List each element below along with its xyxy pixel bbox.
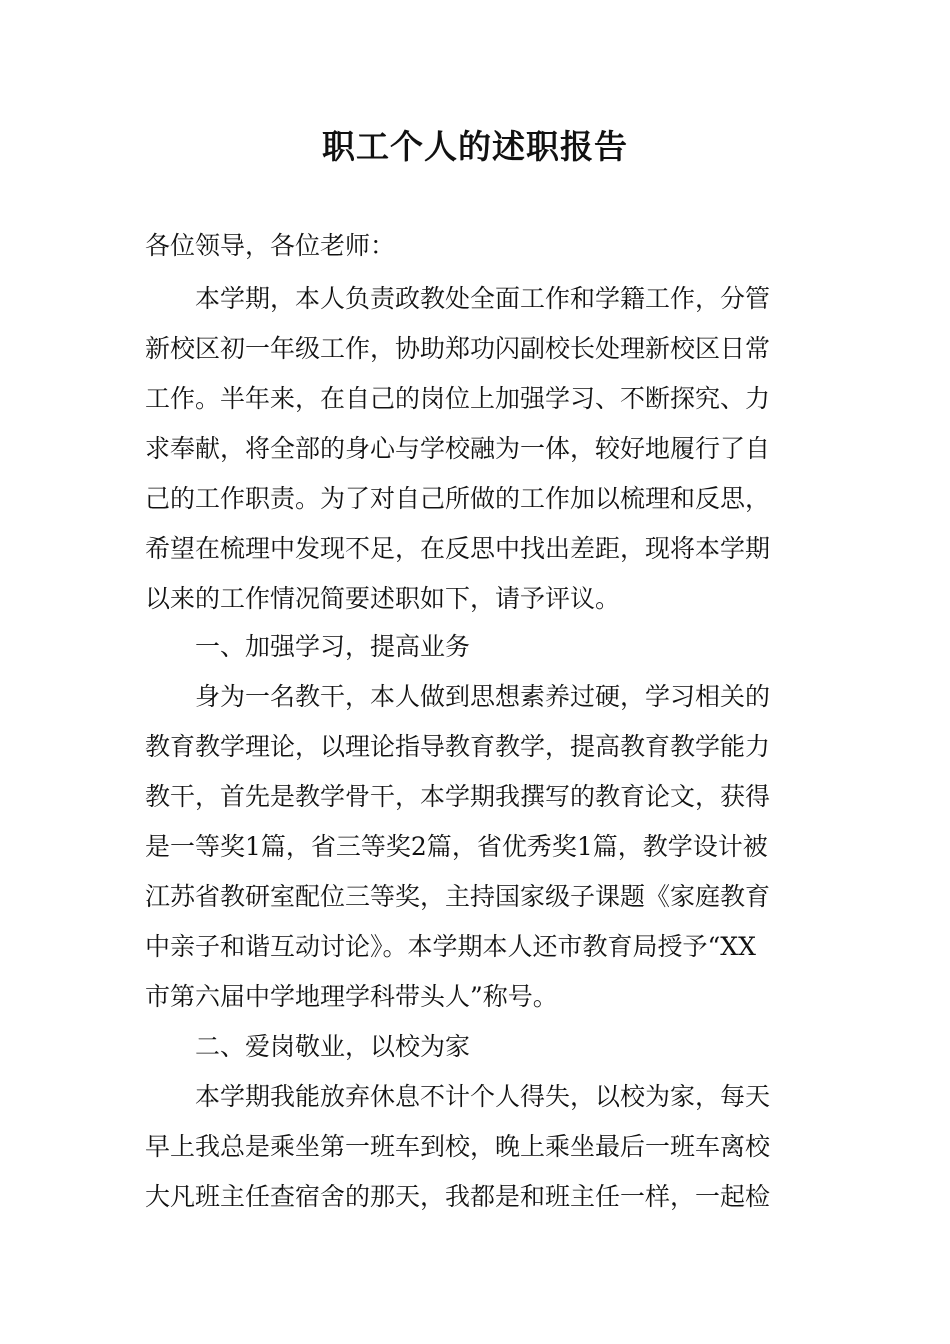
- paragraph-line: 教干，首先是教学骨干，本学期我撰写的教育论文，获得: [145, 782, 771, 811]
- paragraph-line: 教育教学理论，以理论指导教育教学，提高教育教学能力: [145, 732, 771, 761]
- paragraph-line: 求奉献，将全部的身心与学校融为一体，较好地履行了自: [145, 434, 771, 463]
- paragraph-line: 己的工作职责。为了对自己所做的工作加以梳理和反思，: [145, 484, 771, 513]
- paragraph-line: 中亲子和谐互动讨论》。本学期本人还市教育局授予“XX: [145, 932, 756, 961]
- paragraph-line: 新校区初一年级工作，协助郑功闪副校长处理新校区日常: [145, 334, 771, 363]
- paragraph-line: 市第六届中学地理学科带头人”称号。: [145, 982, 558, 1011]
- salutation: 各位领导，各位老师：: [145, 231, 396, 260]
- paragraph-line: 以来的工作情况简要述职如下，请予评议。: [145, 584, 621, 613]
- section-heading: 一、加强学习，提高业务: [195, 632, 471, 661]
- paragraph-line: 希望在梳理中发现不足，在反思中找出差距，现将本学期: [145, 534, 771, 563]
- paragraph-line: 江苏省教研室配位三等奖，主持国家级子课题《家庭教育: [145, 882, 771, 911]
- paragraph-line: 是一等奖1篇，省三等奖2篇，省优秀奖1篇，教学设计被: [145, 832, 768, 861]
- section-heading: 二、爱岗敬业，以校为家: [195, 1032, 471, 1061]
- paragraph-line: 身为一名教干，本人做到思想素养过硬，学习相关的: [195, 682, 771, 711]
- paragraph-line: 本学期，本人负责政教处全面工作和学籍工作，分管: [195, 284, 771, 313]
- paragraph-line: 工作。半年来，在自己的岗位上加强学习、不断探究、力: [145, 384, 771, 413]
- document-title: 职工个人的述职报告: [322, 127, 628, 166]
- paragraph-line: 本学期我能放弃休息不计个人得失，以校为家，每天: [195, 1082, 771, 1111]
- paragraph-line: 早上我总是乘坐第一班车到校，晚上乘坐最后一班车离校: [145, 1132, 771, 1161]
- paragraph-line: 大凡班主任查宿舍的那天，我都是和班主任一样，一起检: [145, 1182, 771, 1211]
